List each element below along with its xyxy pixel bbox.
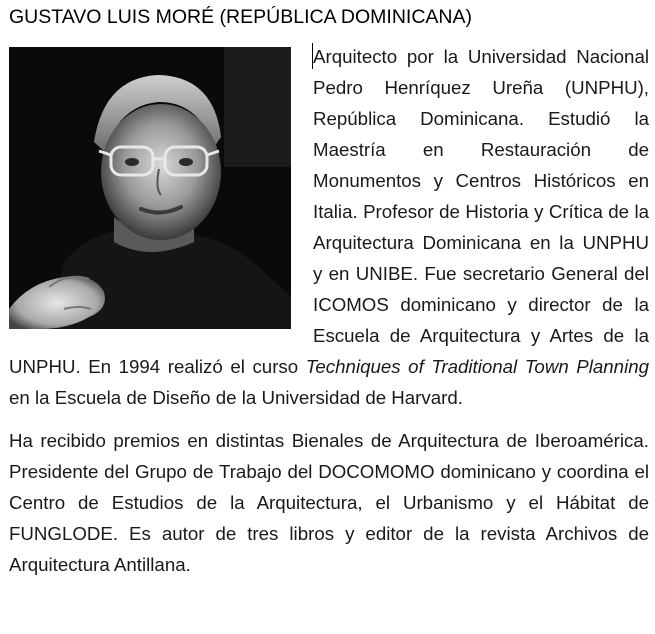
bio-text-part1: Arquitecto por la Universidad Nacional Pedro Henríquez Ureña (UNPHU), República Dominicana. Estudió la Maestría en Restauración de Monumentos y Centros Históricos en Italia. Profesor de Historia y Crítica de la Arquitectura Dominicana en la UNPHU y en UNIBE. Fue secretario General del ICOMOS dominicano y director de la Escuela de Arquitectura y Artes de la UNPHU. En 1994 realizó el curso — [9, 46, 649, 377]
course-title: Techniques of Traditional Town Planning — [305, 356, 650, 377]
bio-text-part2: en la Escuela de Diseño de la Universidad de Harvard. — [9, 387, 463, 408]
bio-paragraph-1 — [9, 29, 649, 413]
text-cursor — [312, 43, 313, 69]
document-page — [9, 0, 649, 580]
page-title: GUSTAVO LUIS MORÉ (REPÚBLICA DOMINICANA) — [9, 6, 473, 28]
bio-paragraph-2: Ha recibido premios en distintas Bienales de Arquitectura de Iberoamérica. Presidente del Grupo de Trabajo del DOCOMOMO dominicano y coordina el Centro de Estudios de la Arquitectura, el Urbanismo y el Hábitat de FUNGLODE. Es autor de tres libros y editor de la revista Archivos de Arquitectura Antillana. — [9, 430, 649, 575]
